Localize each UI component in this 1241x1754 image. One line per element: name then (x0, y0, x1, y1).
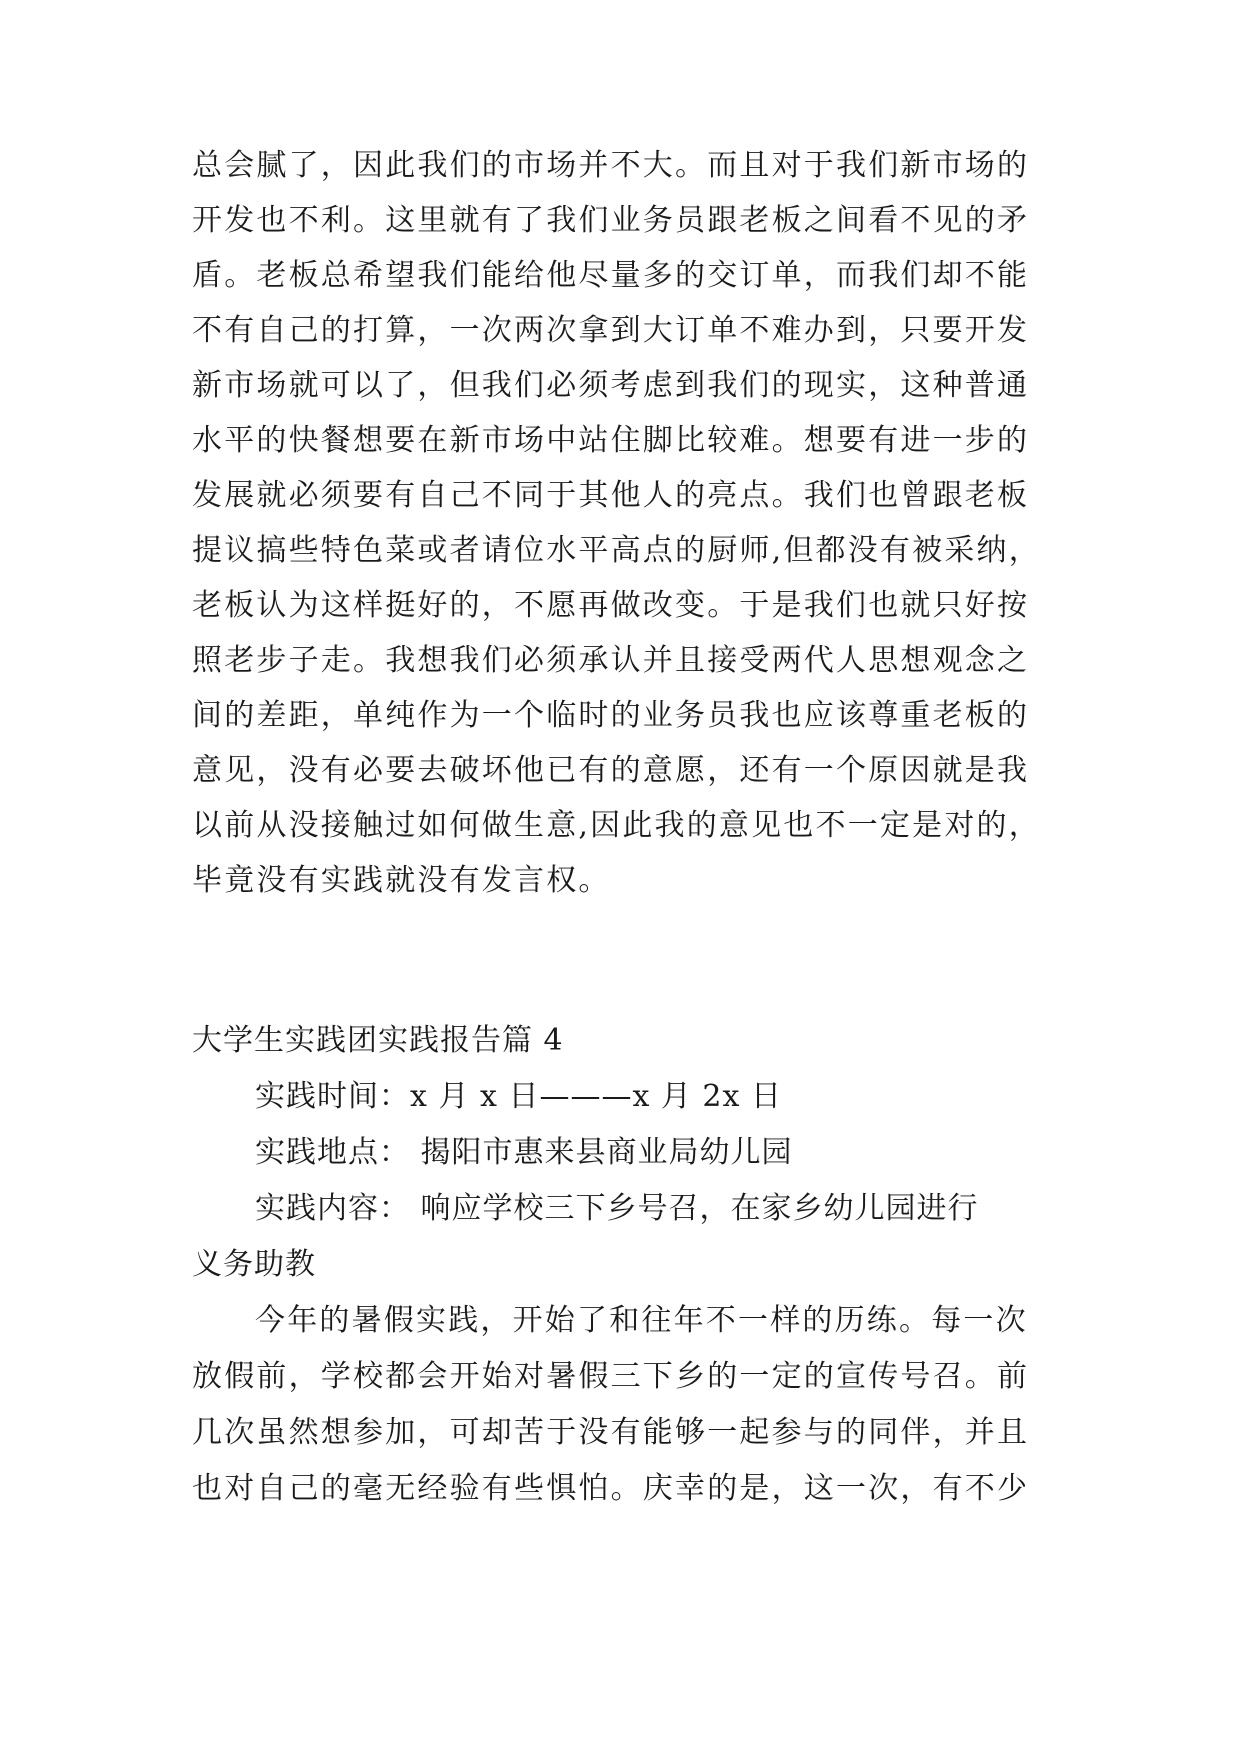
paragraph-line: 照老步子走。我想我们必须承认并且接受两代人思想观念之 (192, 643, 1030, 678)
paragraph-line: 也对自己的毫无经验有些惧怕。庆幸的是，这一次，有不少 (192, 1471, 1030, 1506)
paragraph-line: 放假前，学校都会开始对暑假三下乡的一定的宣传号召。前 (192, 1359, 1030, 1394)
paragraph-line: 盾。老板总希望我们能给他尽量多的交订单，而我们却不能 (192, 258, 1030, 293)
practice-place: 实践地点： 揭阳市惠来县商业局幼儿园 (255, 1135, 793, 1170)
paragraph-line: 总会腻了，因此我们的市场并不大。而且对于我们新市场的 (192, 148, 1030, 183)
practice-content-continued: 义务助教 (192, 1247, 316, 1282)
paragraph-line: 几次虽然想参加，可却苦于没有能够一起参与的同伴，并且 (192, 1415, 1030, 1450)
paragraph-line: 不有自己的打算，一次两次拿到大订单不难办到，只要开发 (192, 313, 1030, 348)
paragraph-line: 发展就必须要有自己不同于其他人的亮点。我们也曾跟老板 (192, 478, 1030, 513)
paragraph-line: 以前从没接触过如何做生意,因此我的意见也不一定是对的， (192, 808, 1041, 843)
paragraph-line: 今年的暑假实践，开始了和往年不一样的历练。每一次 (255, 1303, 1028, 1338)
practice-time: 实践时间：x 月 x 日———x 月 2x 日 (255, 1079, 782, 1114)
paragraph-line: 意见，没有必要去破坏他已有的意愿，还有一个原因就是我 (192, 753, 1030, 788)
paragraph-line: 新市场就可以了，但我们必须考虑到我们的现实，这种普通 (192, 368, 1030, 403)
practice-content: 实践内容： 响应学校三下乡号召，在家乡幼儿园进行 (255, 1191, 979, 1226)
paragraph-line: 间的差距，单纯作为一个临时的业务员我也应该尊重老板的 (192, 698, 1030, 733)
paragraph-line: 水平的快餐想要在新市场中站住脚比较难。想要有进一步的 (192, 423, 1030, 458)
paragraph-line: 开发也不利。这里就有了我们业务员跟老板之间看不见的矛 (192, 203, 1030, 238)
paragraph-line: 老板认为这样挺好的，不愿再做改变。于是我们也就只好按 (192, 588, 1030, 623)
paragraph-line: 提议搞些特色菜或者请位水平高点的厨师,但都没有被采纳， (192, 533, 1041, 568)
section-title: 大学生实践团实践报告篇 4 (192, 1023, 564, 1058)
paragraph-line: 毕竟没有实践就没有发言权。 (192, 863, 611, 898)
